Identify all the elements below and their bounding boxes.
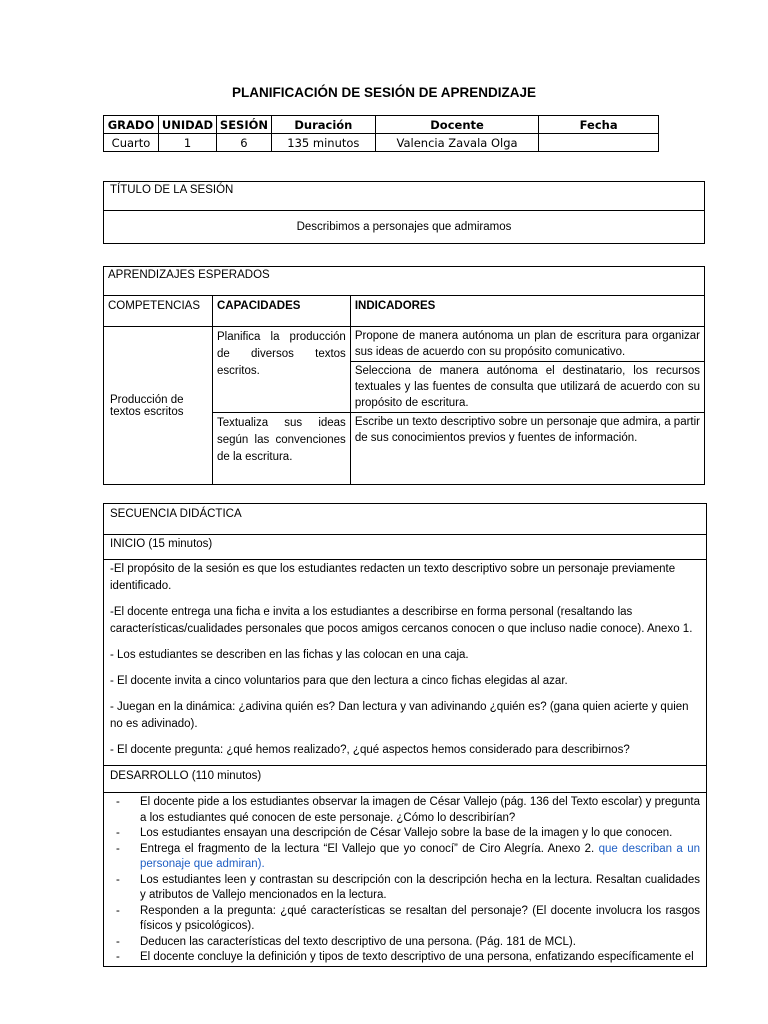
header-sesion: SESIÓN — [216, 116, 271, 134]
capacidades-header: CAPACIDADES — [212, 296, 350, 327]
capacidad-cell: Planifica la producción de diversos textos escritos. — [212, 327, 350, 413]
blue-highlight-text: que describan a un personaje que admiran). — [140, 842, 700, 870]
competencia-cell: Producción de textos escritos — [104, 327, 213, 485]
session-title-label: TÍTULO DE LA SESIÓN — [104, 182, 705, 211]
sequence-label: SECUENCIA DIDÁCTICA — [104, 504, 707, 535]
info-value-row — [104, 134, 659, 152]
paragraph: -El docente entrega una ficha e invita a los estudiantes a describirse en forma personal (resaltando las características/cualidades personales que pocos amigos cercanos conocen o que incluso nadie conoce). Anexo 1. — [110, 606, 693, 635]
session-title-table — [103, 181, 705, 244]
value-unidad: 1 — [158, 134, 216, 152]
desarrollo-label: DESARROLLO (110 minutos) — [104, 766, 707, 793]
indicador-cell: Escribe un texto descriptivo sobre un personaje que admira, a partir de sus conocimientos previos y fuentes de información. — [350, 413, 704, 485]
session-title-value: Describimos a personajes que admiramos — [104, 211, 705, 244]
expected-learning-label: APRENDIZAJES ESPERADOS — [104, 267, 705, 296]
inicio-label: INICIO (15 minutos) — [104, 535, 707, 560]
list-item-text: Los estudiantes leen y contrastan su descripción con la descripción hecha en la lectura. Resaltan cualidades y atributos de Vallejo mencionados en la lectura. — [140, 873, 700, 901]
paragraph: - Juegan en la dinámica: ¿adivina quién es? Dan lectura y van adivinando ¿quién es? (gana quien acierte y quien no es adivinado). — [110, 701, 689, 730]
list-item — [110, 904, 700, 935]
paragraph: - El docente pregunta: ¿qué hemos realizado?, ¿qué aspectos hemos considerado para describirnos? — [110, 744, 630, 756]
list-item — [110, 795, 700, 826]
list-item — [110, 935, 700, 951]
inicio-content — [104, 560, 707, 766]
list-item-text: Entrega el fragmento de la lectura “El Vallejo que yo conocí” de Ciro Alegría. Anexo 2. — [140, 842, 595, 855]
bullet-dash: - — [116, 873, 120, 886]
list-item — [110, 842, 700, 873]
competencias-header: COMPETENCIAS — [104, 296, 213, 327]
session-info-table — [103, 115, 659, 152]
bullet-dash: - — [116, 935, 120, 948]
header-grado: GRADO — [104, 116, 159, 134]
bullet-dash: - — [116, 827, 120, 839]
indicador-cell: Selecciona de manera autónoma el destinatario, los recursos textuales y las fuentes de consulta que utilizará de acuerdo con su propósito de escritura. — [350, 362, 704, 413]
header-unidad: UNIDAD — [158, 116, 216, 134]
list-item — [110, 950, 700, 966]
list-item-text: El docente concluye la definición y tipos de texto descriptivo de una persona, enfatizando específicamente el — [140, 951, 694, 963]
list-item-text: Deducen las características del texto descriptivo de una persona. (Pág. 181 de MCL). — [140, 935, 576, 948]
desarrollo-content — [104, 793, 707, 967]
didactic-sequence-table — [103, 503, 707, 967]
capacidad-cell: Textualiza sus ideas según las convenciones de la escritura. — [212, 413, 350, 485]
header-duracion: Duración — [271, 116, 375, 134]
list-item-text: Responden a la pregunta: ¿qué características se resaltan del personaje? (El docente involucra los rasgos físicos y psicológicos). — [140, 904, 700, 932]
value-docente: Valencia Zavala Olga — [375, 134, 539, 152]
value-duracion: 135 minutos — [271, 134, 375, 152]
desarrollo-list — [110, 793, 700, 966]
paragraph: - El docente invita a cinco voluntarios para que den lectura a cinco fichas elegidas al azar. — [110, 675, 568, 687]
paragraph: - Los estudiantes se describen en las fichas y las colocan en una caja. — [110, 649, 469, 661]
value-fecha — [539, 134, 659, 152]
list-item — [110, 826, 700, 842]
bullet-dash: - — [116, 842, 120, 855]
list-item — [110, 873, 700, 904]
value-grado: Cuarto — [104, 134, 159, 152]
header-docente: Docente — [375, 116, 539, 134]
indicador-cell: Propone de manera autónoma un plan de escritura para organizar sus ideas de acuerdo con su propósito comunicativo. — [350, 327, 704, 362]
expected-learning-table — [103, 266, 705, 485]
list-item-text: Los estudiantes ensayan una descripción de César Vallejo sobre la base de la imagen y lo que conocen. — [140, 827, 673, 839]
indicadores-header: INDICADORES — [350, 296, 704, 327]
value-sesion: 6 — [216, 134, 271, 152]
list-item-text: El docente pide a los estudiantes observar la imagen de César Vallejo (pág. 136 del Texto escolar) y pregunta a los estudiantes qué conocen de este personaje. ¿Cómo lo describirían? — [140, 796, 700, 824]
header-fecha: Fecha — [539, 116, 659, 134]
bullet-dash: - — [116, 951, 120, 963]
paragraph: -El propósito de la sesión es que los estudiantes redacten un texto descriptivo sobre un personaje previamente identificado. — [110, 563, 676, 592]
document-title: PLANIFICACIÓN DE SESIÓN DE APRENDIZAJE — [231, 85, 537, 100]
info-header-row — [104, 116, 659, 134]
bullet-dash: - — [116, 796, 120, 808]
bullet-dash: - — [116, 904, 120, 917]
